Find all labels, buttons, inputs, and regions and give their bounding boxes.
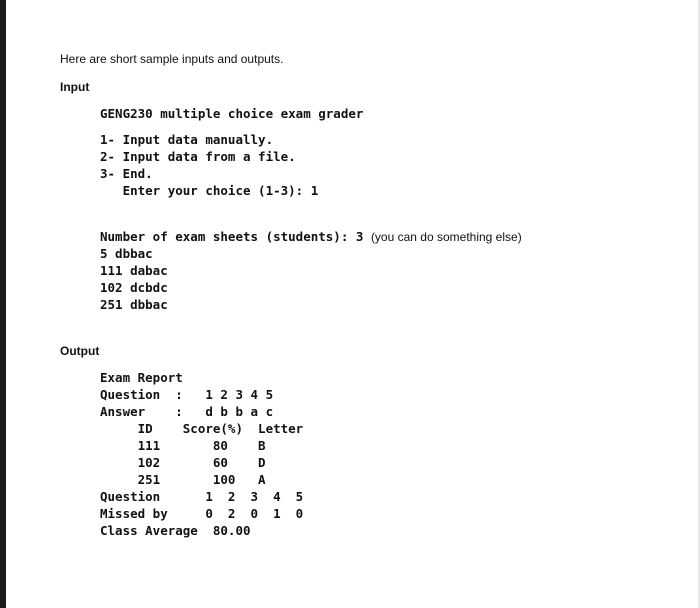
output-heading: Output (60, 344, 100, 358)
report-title: Exam Report (100, 370, 183, 385)
missed-question-header: Question 1 2 3 4 5 (100, 489, 304, 504)
missed-by-row: Missed by 0 2 0 1 0 (100, 506, 304, 521)
menu-option-2: 2- Input data from a file. (100, 149, 296, 164)
num-sheets-line (100, 229, 522, 244)
menu-option-3: 3- End. (100, 166, 153, 181)
answer-key-row: Answer : d b b a c (100, 404, 274, 419)
data-line-student-1: 111 dabac (100, 263, 168, 278)
data-line-key: 5 dbbac (100, 246, 153, 261)
num-sheets-note: (you can do something else) (370, 230, 522, 244)
menu-option-1: 1- Input data manually. (100, 132, 274, 147)
input-heading: Input (60, 80, 90, 94)
class-average: Class Average 80.00 (100, 523, 251, 538)
data-line-student-2: 102 dcbdc (100, 280, 168, 295)
choice-prompt: Enter your choice (1-3): 1 (100, 183, 319, 198)
score-row-111: 111 80 B (100, 438, 266, 453)
left-border (0, 0, 6, 608)
score-table-header: ID Score(%) Letter (100, 421, 304, 436)
score-row-251: 251 100 A (100, 472, 266, 487)
data-line-student-3: 251 dbbac (100, 297, 168, 312)
num-sheets-prompt: Number of exam sheets (students): 3 (100, 229, 364, 244)
question-header: Question : 1 2 3 4 5 (100, 387, 274, 402)
menu-title: GENG230 multiple choice exam grader (100, 106, 364, 121)
score-row-102: 102 60 D (100, 455, 266, 470)
intro-text: Here are short sample inputs and outputs. (60, 52, 284, 66)
